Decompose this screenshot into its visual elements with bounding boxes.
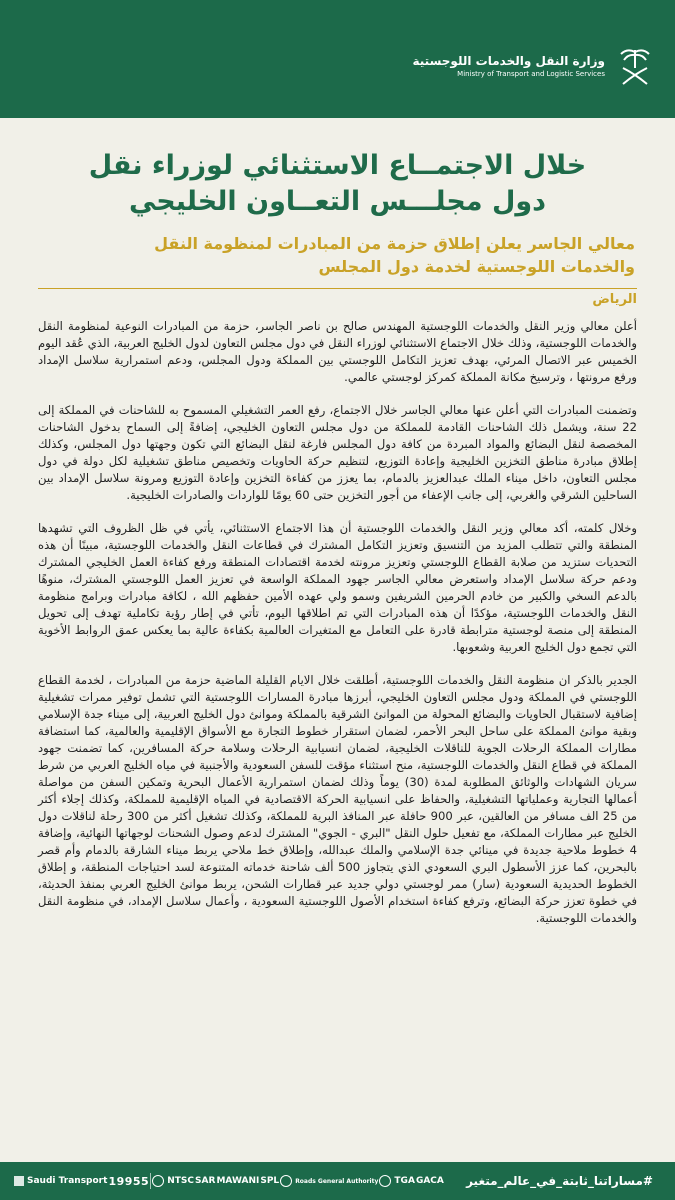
partner-label: SAR (195, 1176, 216, 1186)
paragraph-2: وتضمنت المبادرات التي أعلن عنها معالي الجاسر خلال الاجتماع، رفع العمر التشغيلي المسموح به للشاحنات في المملكة إلى 22 سنة، ويشمل ذلك الشاحنات القادمة للمملكة من دول مجلس التعاون الخليجي، إضافةً إلى السماح بدخول الشاحنات المخصصة لنقل البضائع والمواد المبردة من كافة دول المجلس فارغة لنقل البضائع التي تكون وجهتها دول المجلس، وكذلك إطلاق مبادرة مناطق التخزين الخليجية وإعادة التوزيع، لتنظيم حركة الحاويات وتخصيص مناطق تشغيلية لكل دولة في دول مجلس التعاون، داخل ميناء الملك عبدالعزيز بالدمام، بما يعزز من كفاءة التخزين وإعادة التوزيع ومرونة سلاسل الإمداد بين الساحلين الشرقي والغربي، إلى جانب الإعفاء من أجور التخزين حتى 60 يومًا للواردات والصادرات الخليجية. (38, 403, 637, 502)
partner-label: TGA (394, 1176, 415, 1186)
partner-label: SPL (260, 1176, 280, 1186)
hotline-number: 19955 (108, 1174, 150, 1188)
ministry-name (413, 54, 606, 78)
subtitle-line-2: والخدمات اللوجستية لخدمة دول المجلس (318, 257, 635, 276)
divider (38, 288, 637, 289)
tga-icon (379, 1175, 391, 1187)
footer-bar (0, 1162, 675, 1200)
partner-logo-gaca (416, 1176, 444, 1186)
social-icon (14, 1176, 24, 1186)
partner-label: GACA (415, 1176, 444, 1186)
dateline: الرياض (592, 292, 637, 307)
partner-label: MAWANI (216, 1176, 260, 1186)
subtitle-line-1: معالي الجاسر يعلن إطلاق حزمة من المبادرات لمنظومة النقل (154, 234, 635, 253)
hashtag[interactable]: #مساراتنا_ثابتة_في_عالم_متغير (466, 1174, 653, 1188)
partner-logo-tga (379, 1175, 415, 1187)
paragraph-1: أعلن معالي وزير النقل والخدمات اللوجستية المهندس صالح بن ناصر الجاسر، حزمة من المبادرات النوعية لمنظومة النقل والخدمات اللوجستية، وذلك خلال الاجتماع الاستثنائي لوزراء النقل في دول مجلس التعاون لدول الخليج العربية، الذي عُقد اليوم الخميس عبر الاتصال المرئي، بهدف تعزيز التكامل اللوجستي بين المملكة ودول المجلس، ودعم استمرارية سلاسل الإمداد ورفع مرونتها ، وترسيخ مكانة المملكة كمركز لوجستي عالمي. (38, 319, 637, 384)
paragraph-4: الجدير بالذكر ان منظومة النقل والخدمات اللوجستية، أطلقت خلال الايام القليلة الماضية حزمة من المبادرات ، لخدمة القطاع اللوجستي في المملكة ودول مجلس التعاون الخليجي، أبرزها مبادرة المسارات اللوجستية التي تشمل توفير ممرات تشغيلية إضافية لاستقبال الحاويات والبضائع المحولة من الموانئ الشرقية بالمملكة وموانئ دول الخليج العربية، إلى ميناء جدة الإسلامي وبقية موانئ المملكة على ساحل البحر الأحمر، لضمان استقرار خطوط التجارة مع الأسواق الإقليمية والعالمية، كما استضافة مطارات المملكة الرحلات الجوية للناقلات الخليجية، لضمان انسيابية الرحلات وسلامة حركة المسافرين، كما تضمنت جهود المملكة في قطاع النقل والخدمات اللوجستية، منح استثناء مؤقت للسفن السعودية والأجنبية في مياه الخليج العربي من شرط سريان الشهادات والوثائق المطلوبة لمدة (30) يوماً وذلك لضمان استمرارية الأعمال البحرية وتمكين السفن من مواصلة أعمالها التجارية وعملياتها التشغيلية، والحفاظ على انسيابية الحركة الاقتصادية في المياه الإقليمية للمملكة، وكذلك إجلاء أكثر من 25 الف مسافر من العالقين، عبر 900 حافلة عبر المنافذ البرية للمملكة، وكذلك تشغيل أكثر من 300 رحلة لناقلات دول الخليج عبر مطارات المملكة، مع تفعيل حلول النقل "البري - الجوي" المشترك لدعم وصول الشحنات لوجهاتها النهائية، وإضافة 4 خطوط ملاحية جديدة في مينائي جدة الإسلامي والملك عبدالله، وإطلاق خط ملاحي يربط ميناء الشارقة بالدمام وأم قصر بالبحرين، كما عزز الأسطول البري السعودي الذي يتجاوز 500 ألف شاحنة خدماته المتنوعة لسد احتياجات المنطقة، و إطلاق الخطوط الحديدية السعودية (سار) ممر لوجستي دولي جديد عبر قطارات الشحن، يربط موانئ الخليج العربي بمنفذ الحديثة، في خطوة تعزز حركة البضائع، وترفع كفاءة استخدام الأصول اللوجستية السعودية ، وأعمال سلاسل الإمداد، في منظومة النقل والخدمات اللوجستية. (38, 673, 638, 925)
title-line-1: خلال الاجتمــاع الاستثنائي لوزراء نقل (88, 150, 587, 181)
partner-logo-spl (260, 1176, 279, 1186)
handle-label: Saudi Transport (27, 1176, 108, 1186)
partner-logo-sar (195, 1176, 215, 1186)
partner-label: Roads General Authority (295, 1177, 379, 1185)
subtitle (70, 232, 635, 278)
partner-logo-mawani (216, 1176, 259, 1186)
palm-and-swords-icon (615, 44, 655, 88)
header-bar (0, 0, 675, 118)
page-title (60, 148, 615, 220)
roads-icon (280, 1175, 292, 1187)
ministry-name-en: Ministry of Transport and Logistic Services (457, 70, 605, 78)
partner-logo-ntsc (152, 1175, 194, 1187)
partner-logo-roads (280, 1175, 378, 1187)
title-line-2: دول مجلـــس التعــاون الخليجي (128, 186, 547, 217)
ministry-logo (413, 40, 656, 92)
ministry-name-ar: وزارة النقل والخدمات اللوجستية (412, 54, 605, 68)
article-body (38, 318, 637, 943)
partner-label: NTSC (167, 1176, 195, 1186)
ntsc-icon (152, 1175, 164, 1187)
footer-divider (150, 1173, 151, 1189)
paragraph-3: وخلال كلمته، أكد معالي وزير النقل والخدمات اللوجستية أن هذا الاجتماع الاستثنائي، يأتي في ظل الظروف التي تشهدها المنطقة والتي تتطلب المزيد من التنسيق وتعزيز التكامل المشترك في قطاعات النقل والخدمات اللوجستية، مبينًا أن هذه التحديات ستزيد من صلابة القطاع اللوجستي وتعزيز مرونته لخدمة اقتصادات المنطقة ورفع كفاءة العمل الخليجي المشترك ودعم حركة سلاسل الإمداد واستعرض معالي الجاسر جهود المملكة الواسعة في تعزيز العمل اللوجستي المشترك، منوهًا بالدعم السخي والكبير من خادم الحرمين الشريفين وسمو ولي عهده الأمين حفظهم الله ، لكافة مبادرات وبرامج منظومة النقل والخدمات اللوجستية، مؤكدًا أن هذه المبادرات التي تم اطلاقها اليوم، تأتي في إطار رؤية تكاملية تهدف إلى تحويل المنطقة إلى منصة لوجستية مترابطة قادرة على التعامل مع المتغيرات العالمية بكفاءة عالية بما يعكس عمق الروابط الأخوية التي تجمع دول الخليج العربية وشعوبها. (38, 521, 637, 654)
handle-logo (14, 1176, 107, 1186)
partner-logos (14, 1171, 444, 1191)
